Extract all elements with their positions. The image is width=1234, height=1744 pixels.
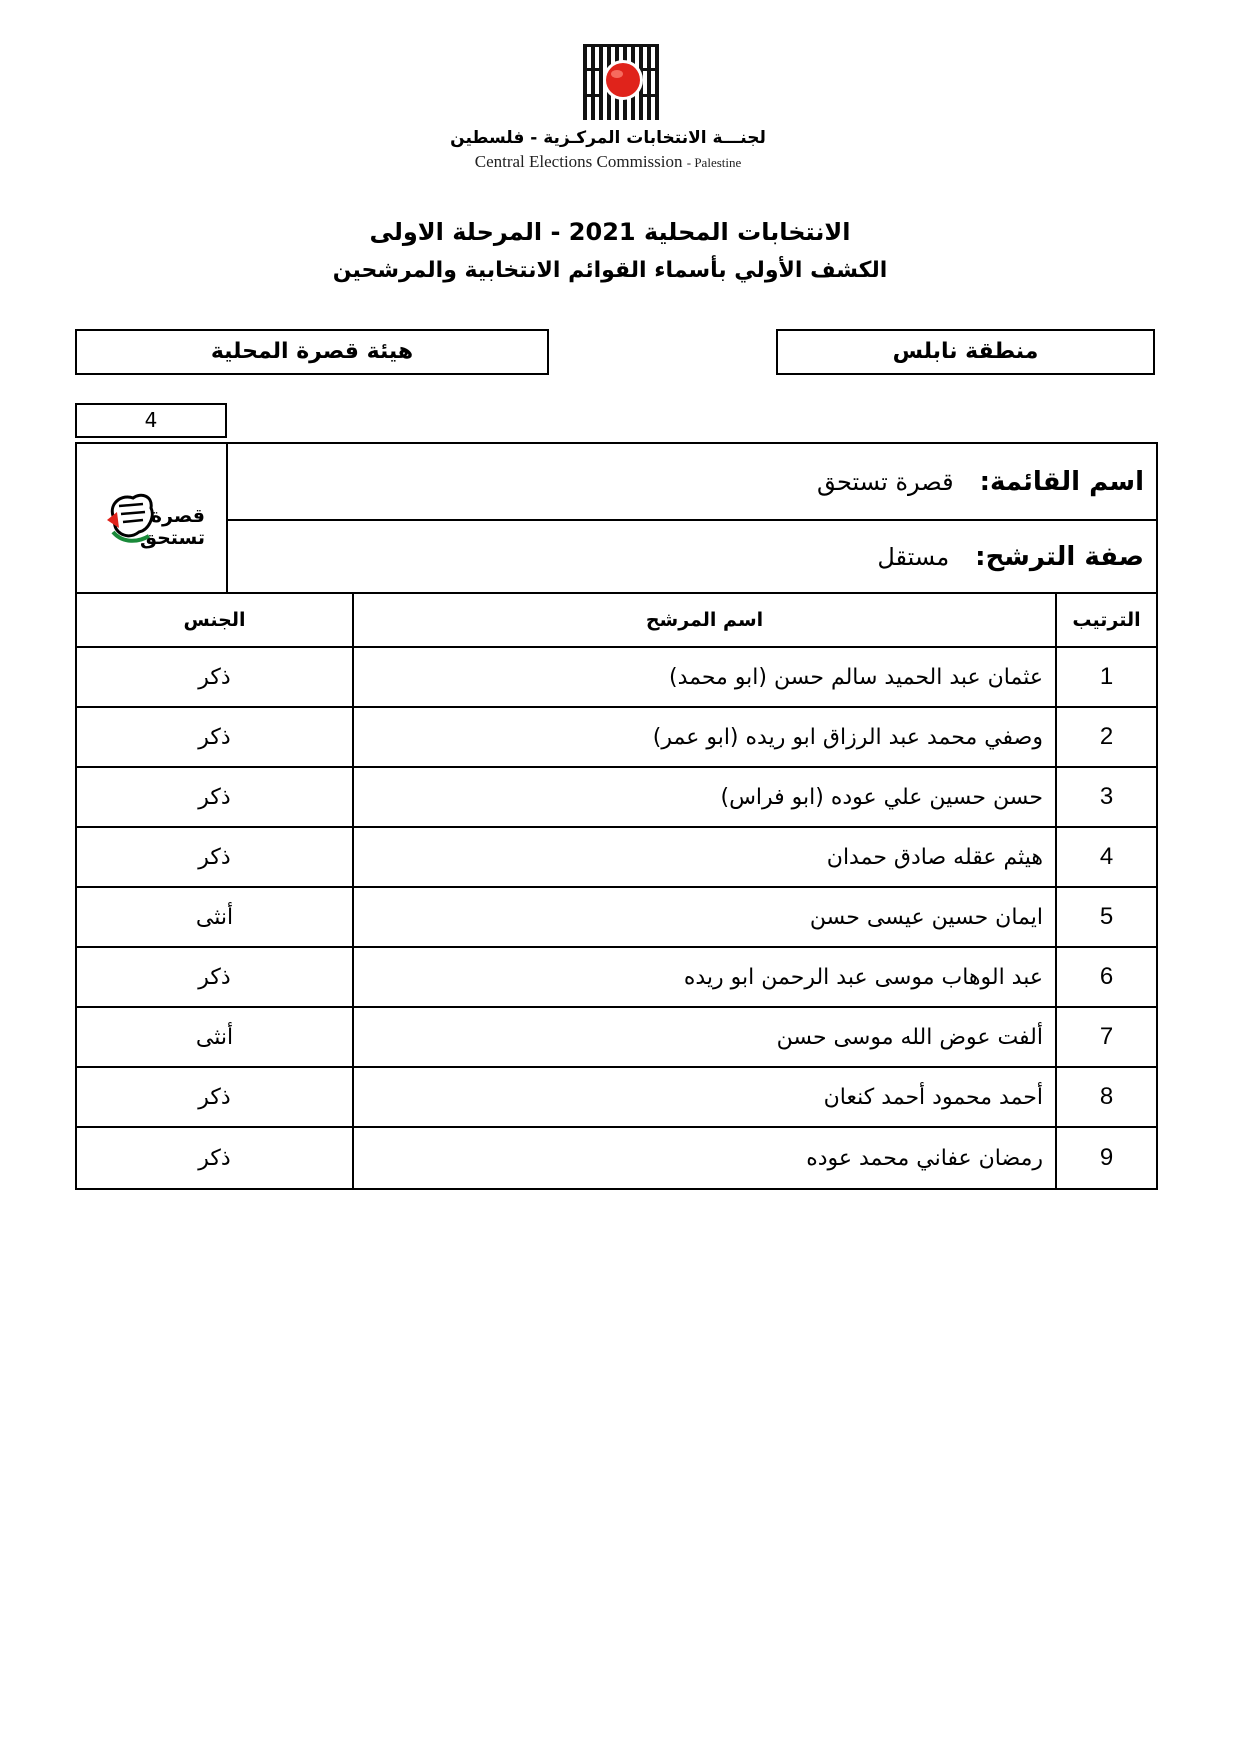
list-name-row (228, 444, 1156, 519)
row-order: 4 (1099, 843, 1114, 870)
row-candidate-name: ايمان حسين عيسى حسن (809, 904, 1043, 930)
list-logo-text-1: قصرة (150, 505, 205, 527)
list-logo (99, 486, 211, 566)
row-order: 9 (1099, 1144, 1114, 1171)
district-box: منطقة نابلس (776, 329, 1155, 375)
org-name-english-suffix: - Palestine (686, 155, 742, 170)
row-candidate-name: عثمان عبد الحميد سالم حسن (ابو محمد) (668, 664, 1043, 690)
row-order: 2 (1099, 723, 1114, 750)
row-gender: ذكر (198, 844, 231, 870)
list-name-value: قصرة تستحق (816, 467, 954, 496)
row-order: 3 (1099, 783, 1114, 810)
row-candidate-name: هيثم عقله صادق حمدان (826, 844, 1043, 870)
row-candidate-name: ألفت عوض الله موسى حسن (776, 1024, 1043, 1050)
org-name-arabic: لجنـــة الانتخابات المركـزية - فلسطين (450, 128, 766, 148)
list-logo-text-2: تستحق (139, 527, 205, 549)
row-candidate-name: وصفي محمد عبد الرزاق ابو ريده (ابو عمر) (652, 724, 1043, 750)
local-body-box: هيئة قصرة المحلية (75, 329, 549, 375)
row-gender: ذكر (198, 1145, 231, 1171)
row-gender: ذكر (198, 784, 231, 810)
list-number-box: 4 (75, 403, 227, 438)
org-name-english (430, 152, 786, 172)
row-candidate-name: أحمد محمود أحمد كنعان (823, 1084, 1043, 1110)
header-gender: الجنس (183, 609, 246, 631)
cec-logo (583, 44, 663, 120)
row-order: 5 (1099, 903, 1114, 930)
row-candidate-name: رمضان عفاني محمد عوده (806, 1145, 1043, 1171)
row-gender: ذكر (198, 664, 231, 690)
row-gender: أنثى (195, 904, 234, 930)
row-gender: ذكر (198, 964, 231, 990)
row-order: 7 (1099, 1023, 1114, 1050)
page-title: الانتخابات المحلية 2021 - المرحلة الاولى (369, 218, 851, 246)
candidacy-type-row (228, 521, 1156, 592)
row-order: 1 (1099, 663, 1114, 690)
row-gender: أنثى (195, 1024, 234, 1050)
row-candidate-name: حسن حسين علي عوده (ابو فراس) (720, 784, 1043, 810)
list-name-label: اسم القائمة: (979, 466, 1144, 497)
header-candidate-name: اسم المرشح (645, 609, 764, 631)
candidacy-type-value: مستقل (877, 542, 950, 571)
row-order: 6 (1099, 963, 1114, 990)
candidate-list-frame (75, 442, 1158, 1190)
row-order: 8 (1099, 1083, 1114, 1110)
org-name-english-main: Central Elections Commission (474, 152, 683, 171)
row-gender: ذكر (198, 724, 231, 750)
page-subtitle: الكشف الأولي بأسماء القوائم الانتخابية والمرشحين (332, 258, 888, 283)
candidacy-type-label: صفة الترشح: (975, 541, 1144, 572)
row-gender: ذكر (198, 1084, 231, 1110)
header-order: الترتيب (1072, 609, 1141, 631)
row-candidate-name: عبد الوهاب موسى عبد الرحمن ابو ريده (683, 964, 1043, 990)
